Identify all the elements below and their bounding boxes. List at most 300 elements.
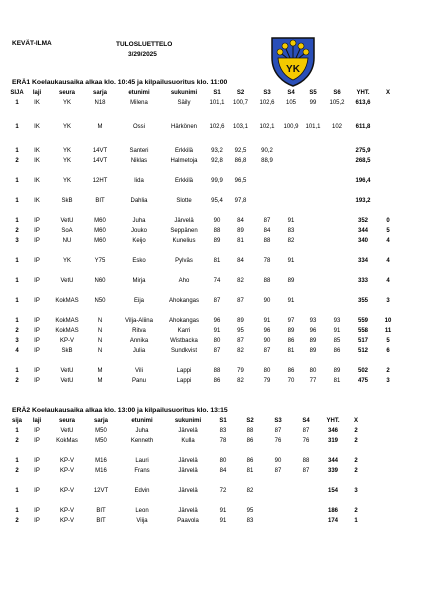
result-cell: Säily [177, 100, 191, 106]
column-header: S4 [287, 90, 295, 96]
result-row [10, 436, 366, 446]
result-cell [301, 196, 325, 206]
result-cell: N50 [94, 298, 106, 304]
result-row [10, 98, 399, 108]
result-cell: M16 [95, 468, 107, 474]
column-header: S1 [213, 90, 221, 96]
result-cell: 11 [384, 328, 392, 334]
document-date: 3/29/2025 [128, 51, 157, 58]
result-cell: 86 [246, 458, 254, 464]
result-cell: 86,8 [234, 158, 247, 164]
spacer-row [10, 446, 366, 456]
document-title: TULOSLUETTELO [116, 41, 173, 48]
spacer-row [10, 206, 399, 216]
result-cell: 81 [287, 348, 295, 354]
result-cell: VetU [60, 428, 74, 434]
result-cell: 80 [219, 458, 227, 464]
result-cell: BIT [96, 518, 106, 524]
result-cell: Lappi [176, 378, 192, 384]
result-cell: M [97, 368, 103, 374]
result-row [10, 156, 399, 166]
result-cell: 90,2 [261, 148, 273, 154]
result-cell: IP [34, 318, 40, 324]
result-cell: 83 [287, 228, 295, 234]
result-cell: 89 [213, 238, 221, 244]
result-cell: 87 [302, 468, 310, 474]
spacer-row [10, 132, 399, 146]
result-cell: 91 [333, 328, 341, 334]
result-cell: 1 [15, 178, 19, 184]
result-cell: 96,5 [234, 178, 247, 184]
result-cell: 105,2 [329, 100, 345, 106]
result-cell: Erkkilä [174, 148, 193, 154]
result-cell: Esko [132, 258, 146, 264]
result-cell: 2 [354, 508, 358, 514]
result-row [10, 376, 399, 386]
result-row [10, 456, 366, 466]
result-cell: N60 [94, 278, 106, 284]
result-cell: Härkönen [170, 124, 197, 130]
result-cell: Ossi [133, 124, 145, 130]
result-cell: Juha [135, 428, 149, 434]
result-cell: 81 [213, 258, 221, 264]
result-cell [301, 176, 325, 186]
result-cell: 87 [213, 298, 221, 304]
result-cell: 3 [386, 378, 390, 384]
result-cell: 14VT [92, 158, 108, 164]
result-cell: Mirja [132, 278, 146, 284]
result-cell: 355 [357, 298, 368, 304]
spacer-row [10, 246, 399, 256]
result-cell [292, 516, 320, 526]
result-cell: N18 [94, 100, 106, 106]
result-cell: 90 [274, 458, 282, 464]
result-cell: 82 [237, 348, 244, 354]
result-cell: 2 [15, 378, 19, 384]
column-header: X [353, 418, 358, 424]
result-cell: 74 [213, 278, 221, 284]
result-cell [281, 176, 301, 186]
result-cell: IK [34, 158, 40, 164]
result-cell: 1 [15, 218, 19, 224]
result-cell: Järvelä [178, 488, 198, 494]
result-cell: KP-V [59, 338, 74, 344]
spacer-row [10, 476, 366, 486]
result-cell: 88 [302, 458, 310, 464]
result-cell: M [97, 378, 103, 384]
result-cell [292, 506, 320, 516]
result-cell: 1 [15, 458, 19, 464]
result-row [10, 346, 399, 356]
result-cell: 5 [386, 228, 390, 234]
result-cell: 611,8 [355, 124, 371, 130]
result-cell: 93,2 [211, 148, 223, 154]
result-cell: 1 [15, 428, 19, 434]
result-cell: VetU [60, 278, 74, 284]
result-cell: Vili [135, 368, 143, 374]
result-cell: 70 [287, 378, 295, 384]
column-header: laji [32, 418, 42, 424]
result-cell: KP-V [59, 458, 74, 464]
result-cell: 186 [327, 508, 338, 514]
result-cell: Vilja-Aliina [125, 318, 153, 324]
result-cell: 1 [15, 278, 19, 284]
result-cell: 87 [274, 468, 282, 474]
result-cell: Annika [129, 338, 149, 344]
result-cell: 84 [237, 218, 244, 224]
result-row [10, 216, 399, 226]
result-cell [281, 156, 301, 166]
result-cell: Wistbacka [170, 338, 198, 344]
result-cell: Panu [131, 378, 146, 384]
result-cell: 91 [213, 328, 221, 334]
result-cell: 2 [386, 368, 390, 374]
column-header: YHT. [356, 90, 370, 96]
result-cell [325, 236, 349, 246]
result-cell [325, 176, 349, 186]
result-cell: 96 [213, 318, 221, 324]
result-cell: M60 [94, 238, 106, 244]
result-cell: IP [34, 228, 40, 234]
result-cell [301, 146, 325, 156]
result-cell: 5 [386, 338, 390, 344]
result-cell: 84 [237, 258, 244, 264]
result-cell: 1 [15, 124, 19, 130]
result-cell: 79 [263, 378, 271, 384]
result-cell: 81 [237, 238, 244, 244]
result-cell: IP [34, 378, 40, 384]
result-cell: 512 [357, 348, 368, 354]
result-cell: 81 [333, 378, 341, 384]
result-cell: BIT [96, 508, 106, 514]
result-cell: 10 [384, 318, 392, 324]
result-cell: VetU [60, 368, 74, 374]
result-row [10, 366, 399, 376]
spacer-row [10, 266, 399, 276]
result-cell: 76 [302, 438, 310, 444]
result-cell: 4 [15, 348, 19, 354]
result-cell: IP [34, 338, 40, 344]
result-cell: 99,9 [211, 178, 223, 184]
result-cell: 102,6 [259, 100, 275, 106]
result-cell [281, 196, 301, 206]
result-cell [264, 486, 292, 496]
result-cell: 83 [246, 518, 254, 524]
result-cell: IP [34, 518, 40, 524]
result-cell: 154 [327, 488, 338, 494]
result-cell: Aho [178, 278, 190, 284]
result-cell: 3 [354, 488, 358, 494]
result-cell: 78 [219, 438, 227, 444]
result-row [10, 256, 399, 266]
result-cell: N [97, 328, 103, 334]
column-header: YHT. [326, 418, 340, 424]
result-row [10, 146, 399, 156]
result-cell: IP [34, 458, 40, 464]
result-cell: 100,9 [283, 124, 299, 130]
result-cell: Julia [132, 348, 146, 354]
result-cell [301, 226, 325, 236]
result-cell: 91 [287, 258, 295, 264]
result-cell: IP [34, 278, 40, 284]
result-row [10, 336, 399, 346]
result-cell: 84 [219, 468, 227, 474]
result-cell: IP [34, 348, 40, 354]
result-cell: Paavola [177, 518, 199, 524]
result-cell [325, 216, 349, 226]
logo-text: YK [286, 64, 300, 75]
result-cell: YK [62, 124, 71, 130]
result-cell: 87 [274, 428, 282, 434]
result-cell: 2 [354, 428, 358, 434]
result-row [10, 226, 399, 236]
result-cell: 77 [309, 378, 317, 384]
result-cell: 344 [357, 228, 368, 234]
result-cell: 88 [263, 238, 271, 244]
result-cell: 90 [213, 218, 221, 224]
document-title-block [116, 40, 172, 60]
result-cell: KP-V [59, 468, 74, 474]
result-cell [325, 196, 349, 206]
result-cell: Keijo [132, 238, 146, 244]
result-cell: SoA [61, 228, 73, 234]
result-cell: 1 [15, 198, 19, 204]
result-cell: Ritva [132, 328, 146, 334]
result-cell: 1 [15, 298, 19, 304]
result-cell: Erkkilä [174, 178, 193, 184]
result-cell [264, 516, 292, 526]
result-cell: 174 [327, 518, 338, 524]
result-cell: Y75 [94, 258, 106, 264]
result-cell: 352 [357, 218, 368, 224]
spacer-row [10, 356, 399, 366]
result-cell: 89 [237, 228, 244, 234]
result-cell: 82 [237, 278, 244, 284]
result-cell: Leon [135, 508, 149, 514]
result-cell: 89 [309, 348, 317, 354]
era1-title: ERÄ1 Koelaukausaika alkaa klo. 10:45 ja kilpailusuoritus klo. 11:00 [12, 79, 228, 86]
result-cell: 196,4 [355, 178, 371, 184]
result-cell: 2 [15, 328, 19, 334]
spacer-row [10, 186, 399, 196]
result-cell: 100,7 [232, 100, 248, 106]
result-cell: Halmetoja [170, 158, 198, 164]
result-cell: 80 [263, 368, 271, 374]
result-cell: 78 [263, 258, 271, 264]
result-cell: 82 [287, 238, 295, 244]
result-cell [301, 296, 325, 306]
result-cell: Järvelä [178, 428, 198, 434]
spacer-row [10, 166, 399, 176]
result-cell: IP [34, 468, 40, 474]
result-cell [301, 156, 325, 166]
result-cell: Järvelä [178, 508, 198, 514]
result-cell: 2 [354, 468, 358, 474]
result-row [10, 316, 399, 326]
result-cell: 2 [354, 438, 358, 444]
result-cell: KP-V [59, 518, 74, 524]
result-cell: YK [62, 158, 71, 164]
result-cell: IP [34, 488, 40, 494]
result-row [10, 326, 399, 336]
column-header: S4 [302, 418, 310, 424]
result-cell: KokMAS [55, 298, 79, 304]
result-cell: 87 [213, 348, 221, 354]
result-cell: 96 [309, 328, 317, 334]
result-cell: IP [34, 328, 40, 334]
result-cell: 2 [354, 458, 358, 464]
result-cell: IP [34, 238, 40, 244]
column-header: SIJA [10, 90, 24, 96]
result-cell: 95,4 [211, 198, 223, 204]
result-cell: 475 [357, 378, 368, 384]
result-cell: M50 [95, 428, 107, 434]
result-cell: 105 [285, 100, 296, 106]
column-header: etunimi [131, 418, 153, 424]
result-cell [377, 176, 399, 186]
result-cell: IK [34, 124, 40, 130]
result-cell: 88 [213, 228, 221, 234]
result-cell: N [97, 348, 103, 354]
result-row [10, 176, 399, 186]
result-cell: Kunelius [172, 238, 196, 244]
result-cell: Seppänen [170, 228, 198, 234]
result-cell: 86 [287, 338, 295, 344]
result-cell [377, 156, 399, 166]
spacer-row [10, 306, 399, 316]
result-cell: 14VT [92, 148, 108, 154]
era2-title: ERÄ2 Koelaukausaika alkaa klo. 13:00 ja kilpailusuoritus klo. 13:15 [12, 407, 228, 414]
result-cell: 82 [246, 488, 254, 494]
result-cell: Dahlia [130, 198, 148, 204]
result-cell: Milena [130, 100, 148, 106]
result-cell: 1 [15, 488, 19, 494]
column-header: S2 [236, 90, 245, 96]
column-header: X [385, 90, 390, 96]
result-cell [377, 98, 399, 108]
result-cell: IK [34, 100, 40, 106]
result-cell [301, 236, 325, 246]
result-cell: 319 [327, 438, 338, 444]
result-cell: KokMAS [55, 328, 79, 334]
result-cell: 96 [263, 328, 271, 334]
result-cell: 1 [15, 258, 19, 264]
result-cell: Slotte [176, 198, 192, 204]
result-cell: 92,5 [234, 148, 247, 154]
result-cell: 2 [15, 228, 19, 234]
result-cell: Kenneth [130, 438, 154, 444]
result-cell: 12VT [93, 488, 109, 494]
result-cell: 1 [15, 148, 19, 154]
result-cell: 3 [386, 298, 390, 304]
result-row [10, 276, 399, 286]
result-cell: 83 [219, 428, 227, 434]
result-cell: M50 [95, 438, 107, 444]
result-cell [377, 122, 399, 132]
result-cell: YK [62, 100, 71, 106]
result-cell: 88,9 [261, 158, 273, 164]
result-cell: 1 [15, 318, 19, 324]
result-cell: BIT [95, 198, 105, 204]
result-cell: 87 [237, 338, 244, 344]
result-cell: 558 [357, 328, 368, 334]
result-row [10, 122, 399, 132]
result-cell: 91 [263, 318, 271, 324]
result-cell: 101,1 [209, 100, 225, 106]
column-header: S6 [333, 90, 341, 96]
result-cell: IP [34, 218, 40, 224]
result-cell: M [97, 124, 103, 130]
result-cell: NU [62, 238, 72, 244]
result-cell: Ahokangas [168, 298, 200, 304]
result-cell: YK [62, 148, 71, 154]
result-cell: 89 [287, 278, 295, 284]
result-cell: 559 [357, 318, 368, 324]
result-cell: 1 [15, 508, 19, 514]
result-cell: VetU [60, 218, 74, 224]
result-cell: 193,2 [355, 198, 371, 204]
result-cell: IP [34, 298, 40, 304]
result-cell: IP [34, 258, 40, 264]
result-cell: 93 [309, 318, 317, 324]
result-cell: 97,8 [234, 198, 247, 204]
result-cell [325, 146, 349, 156]
result-row [10, 426, 366, 436]
result-cell: Järvelä [174, 218, 194, 224]
result-cell: 4 [386, 258, 390, 264]
column-header: laji [32, 90, 42, 96]
result-cell: 84 [263, 228, 271, 234]
result-cell: KP-V [59, 508, 74, 514]
event-name: KEVÄT-ILMA [12, 40, 52, 47]
result-cell: 89 [287, 328, 295, 334]
result-cell: KokMAS [55, 318, 79, 324]
result-cell: 1 [15, 368, 19, 374]
column-header: sarja [93, 418, 108, 424]
result-cell: 91 [287, 218, 295, 224]
column-header: seura [58, 90, 75, 96]
result-cell: 86 [287, 368, 295, 374]
result-cell [325, 256, 349, 266]
result-cell: 613,6 [355, 100, 371, 106]
result-cell: 502 [357, 368, 368, 374]
club-shield-logo [270, 36, 316, 88]
result-cell: IK [34, 198, 40, 204]
result-cell: 4 [386, 238, 390, 244]
column-header: sukunimi [174, 418, 202, 424]
result-cell: Niklas [130, 158, 148, 164]
result-cell: Jouko [130, 228, 147, 234]
result-cell: 91 [219, 508, 227, 514]
result-row [10, 296, 399, 306]
result-cell: M60 [94, 228, 106, 234]
result-cell [325, 296, 349, 306]
result-row [10, 466, 366, 476]
result-cell: 1 [15, 100, 19, 106]
result-cell: Lauri [135, 458, 149, 464]
result-cell: N [97, 338, 103, 344]
result-cell: 102 [331, 124, 342, 130]
result-cell: Frans [134, 468, 150, 474]
result-cell: IP [34, 438, 40, 444]
result-cell: 103,1 [232, 124, 248, 130]
result-cell [292, 486, 320, 496]
result-cell: 334 [357, 258, 368, 264]
result-cell: 90 [263, 338, 271, 344]
result-cell: 91 [219, 518, 227, 524]
result-cell: 91 [287, 298, 295, 304]
result-cell: 268,5 [355, 158, 371, 164]
